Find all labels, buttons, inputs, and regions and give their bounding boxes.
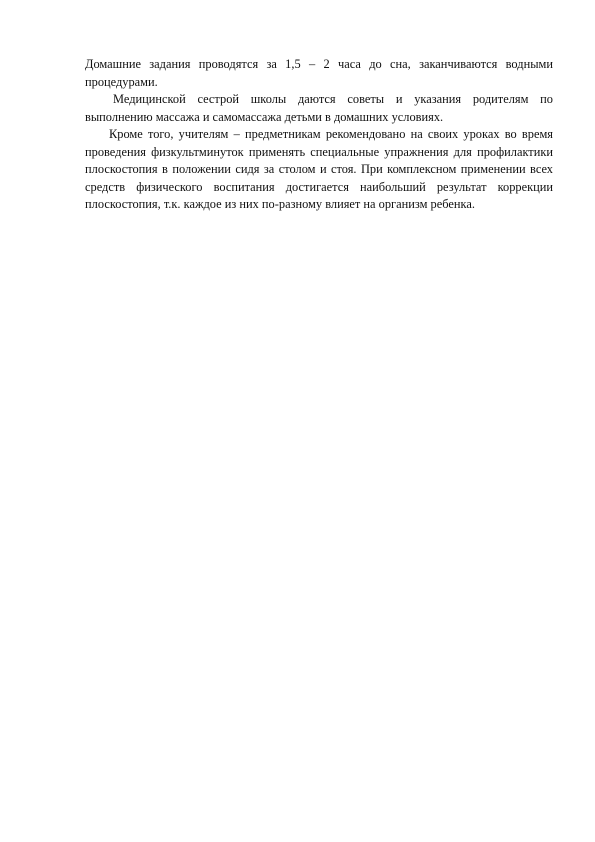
document-body (85, 56, 553, 214)
paragraph-nurse-advice: Медицинской сестрой школы даются советы и указания родителям по выполнению массажа и самомассажа детьми в домашних условиях. (85, 92, 553, 124)
paragraph-teachers-recommendation: Кроме того, учителям – предметникам рекомендовано на своих уроках во время проведения физкультминуток применять специальные упражнения для профилактики плоскостопия в положении сидя за столом и стоя. При комплексном применении всех средств физического воспитания достигается наибольший результат коррекции плоскостопия, т.к. каждое из них по-разному влияет на организм ребенка. (85, 127, 553, 211)
paragraph-homework: Домашние задания проводятся за 1,5 – 2 часа до сна, заканчиваются водными процедурами. (85, 57, 553, 89)
